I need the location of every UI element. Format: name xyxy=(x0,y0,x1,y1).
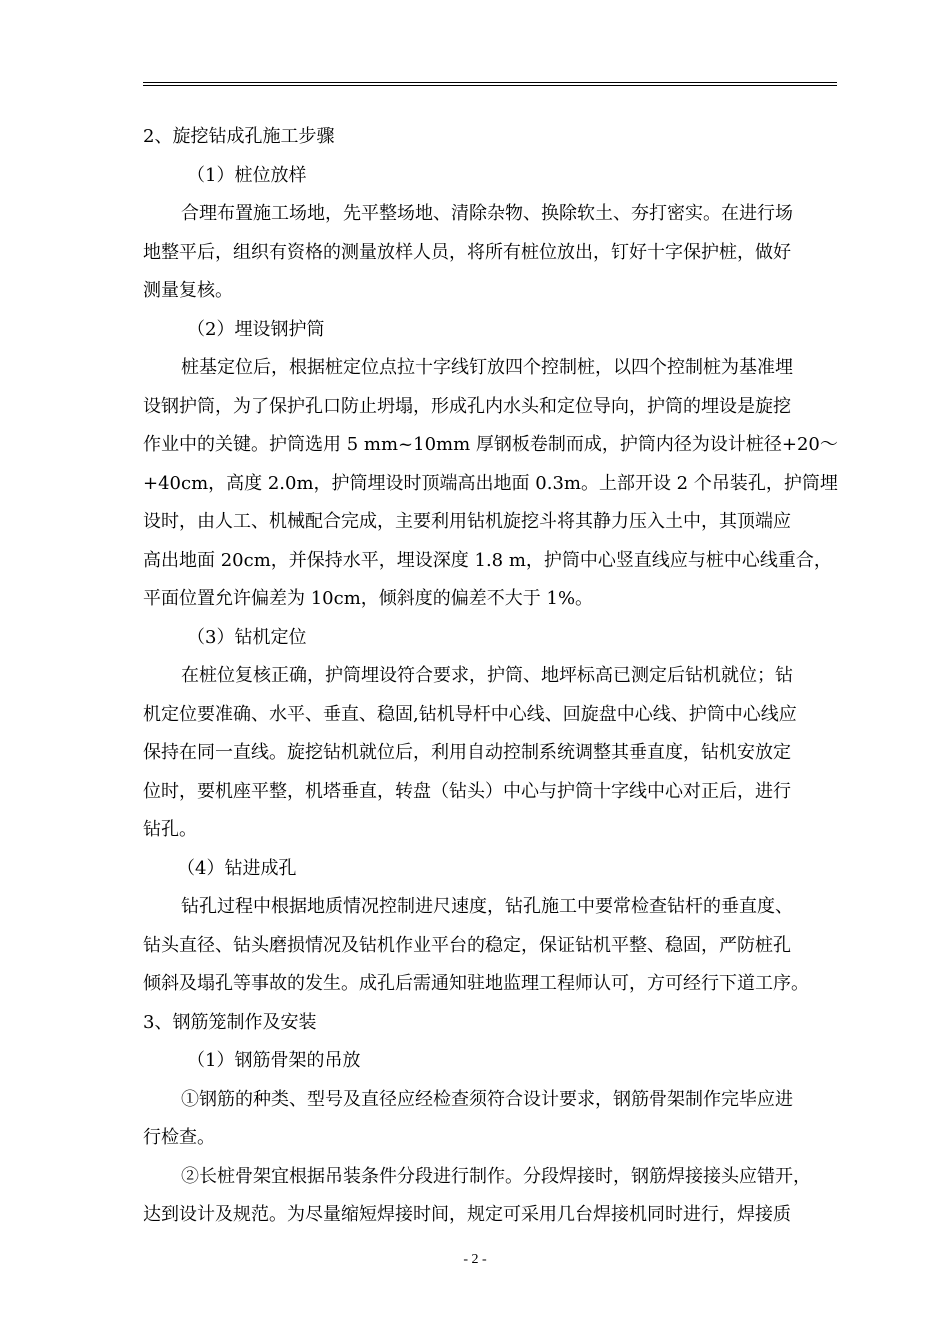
header-rule xyxy=(143,82,837,86)
paragraph-line: 钻孔。 xyxy=(143,819,197,840)
section-heading: 2、旋挖钻成孔施工步骤 xyxy=(143,126,335,147)
section-heading: 3、钢筋笼制作及安装 xyxy=(143,1011,317,1033)
paragraph-line: 钻头直径、钻头磨损情况及钻机作业平台的稳定，保证钻机平整、稳固，严防桩孔 xyxy=(143,934,791,956)
paragraph-line: 测量复核。 xyxy=(143,280,233,301)
paragraph-line: 高出地面 20cm，并保持水平，埋设深度 1.8 m，护筒中心竖直线应与桩中心线重合， xyxy=(143,549,832,571)
paragraph-line: 在桩位复核正确，护筒埋设符合要求，护筒、地坪标高已测定后钻机就位；钻 xyxy=(181,665,793,686)
paragraph-line: 桩基定位后，根据桩定位点拉十字线钉放四个控制桩，以四个控制桩为基准埋 xyxy=(181,357,793,378)
paragraph-line: 达到设计及规范。为尽量缩短焊接时间，规定可采用几台焊接机同时进行，焊接质 xyxy=(143,1204,791,1225)
paragraph-line: ①钢筋的种类、型号及直径应经检查须符合设计要求，钢筋骨架制作完毕应进 xyxy=(181,1088,793,1110)
subsection-heading: （4）钻进成孔 xyxy=(177,857,297,879)
document-body xyxy=(143,118,843,1235)
paragraph-line: 机定位要准确、水平、垂直、稳固,钻机导杆中心线、回旋盘中心线、护筒中心线应 xyxy=(143,703,797,725)
paragraph-line: 倾斜及塌孔等事故的发生。成孔后需通知驻地监理工程师认可，方可经行下道工序。 xyxy=(143,973,809,994)
paragraph-line: 合理布置施工场地，先平整场地、清除杂物、换除软土、夯打密实。在进行场 xyxy=(181,203,793,224)
subsection-heading: （3）钻机定位 xyxy=(187,626,307,648)
paragraph-line: 设钢护筒，为了保护孔口防止坍塌，形成孔内水头和定位导向，护筒的埋设是旋挖 xyxy=(143,395,791,417)
paragraph-line: 钻孔过程中根据地质情况控制进尺速度，钻孔施工中要常检查钻杆的垂直度、 xyxy=(181,896,793,917)
paragraph-line: ②长桩骨架宜根据吊装条件分段进行制作。分段焊接时，钢筋焊接接头应错开， xyxy=(181,1165,811,1187)
subsection-heading: （1）钢筋骨架的吊放 xyxy=(187,1050,361,1071)
paragraph-line: 设时，由人工、机械配合完成，主要利用钻机旋挖斗将其静力压入土中，其顶端应 xyxy=(143,511,791,532)
subsection-heading: （1）桩位放样 xyxy=(187,164,307,186)
paragraph-line: 位时，要机座平整，机塔垂直，转盘（钻头）中心与护筒十字线中心对正后，进行 xyxy=(143,780,791,802)
paragraph-line: 保持在同一直线。旋挖钻机就位后，利用自动控制系统调整其垂直度，钻机安放定 xyxy=(143,742,791,763)
paragraph-line: 平面位置允许偏差为 10cm，倾斜度的偏差不大于 1%。 xyxy=(143,588,594,609)
paragraph-line: 地整平后，组织有资格的测量放样人员，将所有桩位放出，钉好十字保护桩，做好 xyxy=(143,241,791,263)
page-number: - 2 - xyxy=(463,1252,487,1267)
paragraph-line: 作业中的关键。护筒选用 5 mm~10mm 厚钢板卷制而成，护筒内径为设计桩径+20～ xyxy=(143,434,838,455)
paragraph-line: 行检查。 xyxy=(143,1127,215,1148)
paragraph-line: +40cm，高度 2.0m，护筒埋设时顶端高出地面 0.3m。上部开设 2 个吊装孔，护筒埋 xyxy=(143,472,838,494)
subsection-heading: （2）埋设钢护筒 xyxy=(187,318,325,340)
